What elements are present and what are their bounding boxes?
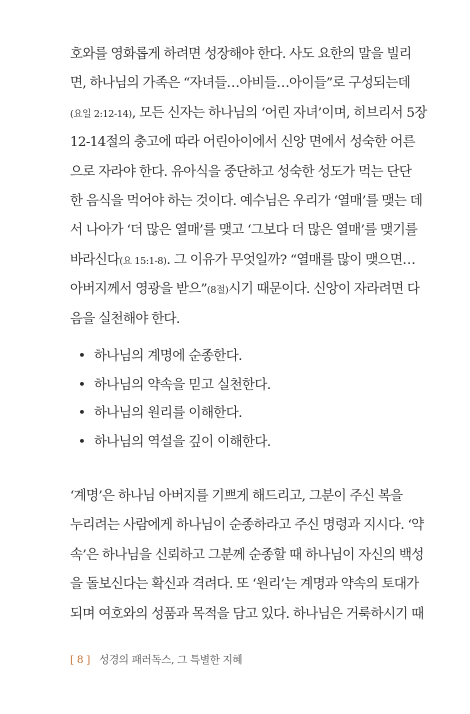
text-line: 누리려는 사람에게 하나님이 순종하라고 주신 명령과 지시다. ‘약 xyxy=(70,518,424,534)
list-item: • 하나님의 역설을 깊이 이해한다. xyxy=(78,429,271,458)
list-item: • 하나님의 원리를 이해한다. xyxy=(78,400,271,429)
bullet-icon: • xyxy=(78,377,86,393)
text-line: 을 돌보신다는 확신과 격려다. 또 ‘원리’는 계명과 약속의 토대가 xyxy=(70,577,419,593)
text-line: 속’은 하나님을 신뢰하고 그분께 순종할 때 하나님이 자신의 백성 xyxy=(70,547,424,563)
scripture-reference: (요일 2:12-14) xyxy=(70,108,132,120)
text-line: 호와를 영화롭게 하려면 성장해야 한다. 사도 요한의 말을 빌리 xyxy=(70,47,412,62)
page-number: 8 xyxy=(76,654,84,666)
text-line: 서 나아가 ‘더 많은 열매’를 맺고 ‘그보다 더 많은 열매’를 맺기를 xyxy=(70,223,418,239)
book-title: 성경의 패러독스, 그 특별한 지혜 xyxy=(99,654,243,666)
bullet-icon: • xyxy=(78,349,86,364)
text-line: 아버지께서 영광을 받으”(8절)시기 때문이다. 신앙이 자라려면 다 xyxy=(70,282,420,298)
list-item: • 하나님의 약속을 믿고 실천한다. xyxy=(78,372,271,401)
text-line: 바라신다(요 15:1-8). 그 이유가 무엇일까? “열매를 많이 맺으면… xyxy=(70,252,416,268)
paragraph-1 xyxy=(70,40,427,334)
text-line: 12-14절의 충고에 따라 어린아이에서 신앙 면에서 성숙한 어른 xyxy=(70,135,415,151)
page-number-bracket-close: ] xyxy=(83,654,91,666)
list-item: • 하나님의 계명에 순종한다. xyxy=(78,343,271,372)
scripture-reference: (요 15:1-8) xyxy=(119,255,167,267)
paragraph-2 xyxy=(70,482,424,629)
text-line: 으로 자라야 한다. 유아식을 중단하고 성숙한 성도가 먹는 단단 xyxy=(70,164,412,180)
bullet-icon: • xyxy=(78,406,86,421)
scripture-reference: (8절) xyxy=(206,285,229,297)
bullet-list xyxy=(78,343,271,457)
bullet-icon: • xyxy=(78,434,86,450)
text-line: 음을 실천해야 한다. xyxy=(70,311,180,327)
page-footer xyxy=(70,652,242,667)
page-number-bracket-open: [ xyxy=(70,654,77,666)
text-line: 한 음식을 먹어야 하는 것이다. 예수님은 우리가 ‘열매’를 맺는 데 xyxy=(70,193,423,209)
text-line: (요일 2:12-14), 모든 신자는 하나님의 ‘어린 자녀’이며, 히브리서 5장 xyxy=(70,105,427,121)
text-line: 면, 하나님의 가족은 “자녀들…아비들…아이들”로 구성되는데 xyxy=(70,76,411,92)
text-line: ‘계명’은 하나님 아버지를 기쁘게 해드리고, 그분이 주신 복을 xyxy=(70,489,403,504)
text-line: 되며 여호와의 성품과 목적을 담고 있다. 하나님은 거룩하시기 때 xyxy=(70,606,424,622)
